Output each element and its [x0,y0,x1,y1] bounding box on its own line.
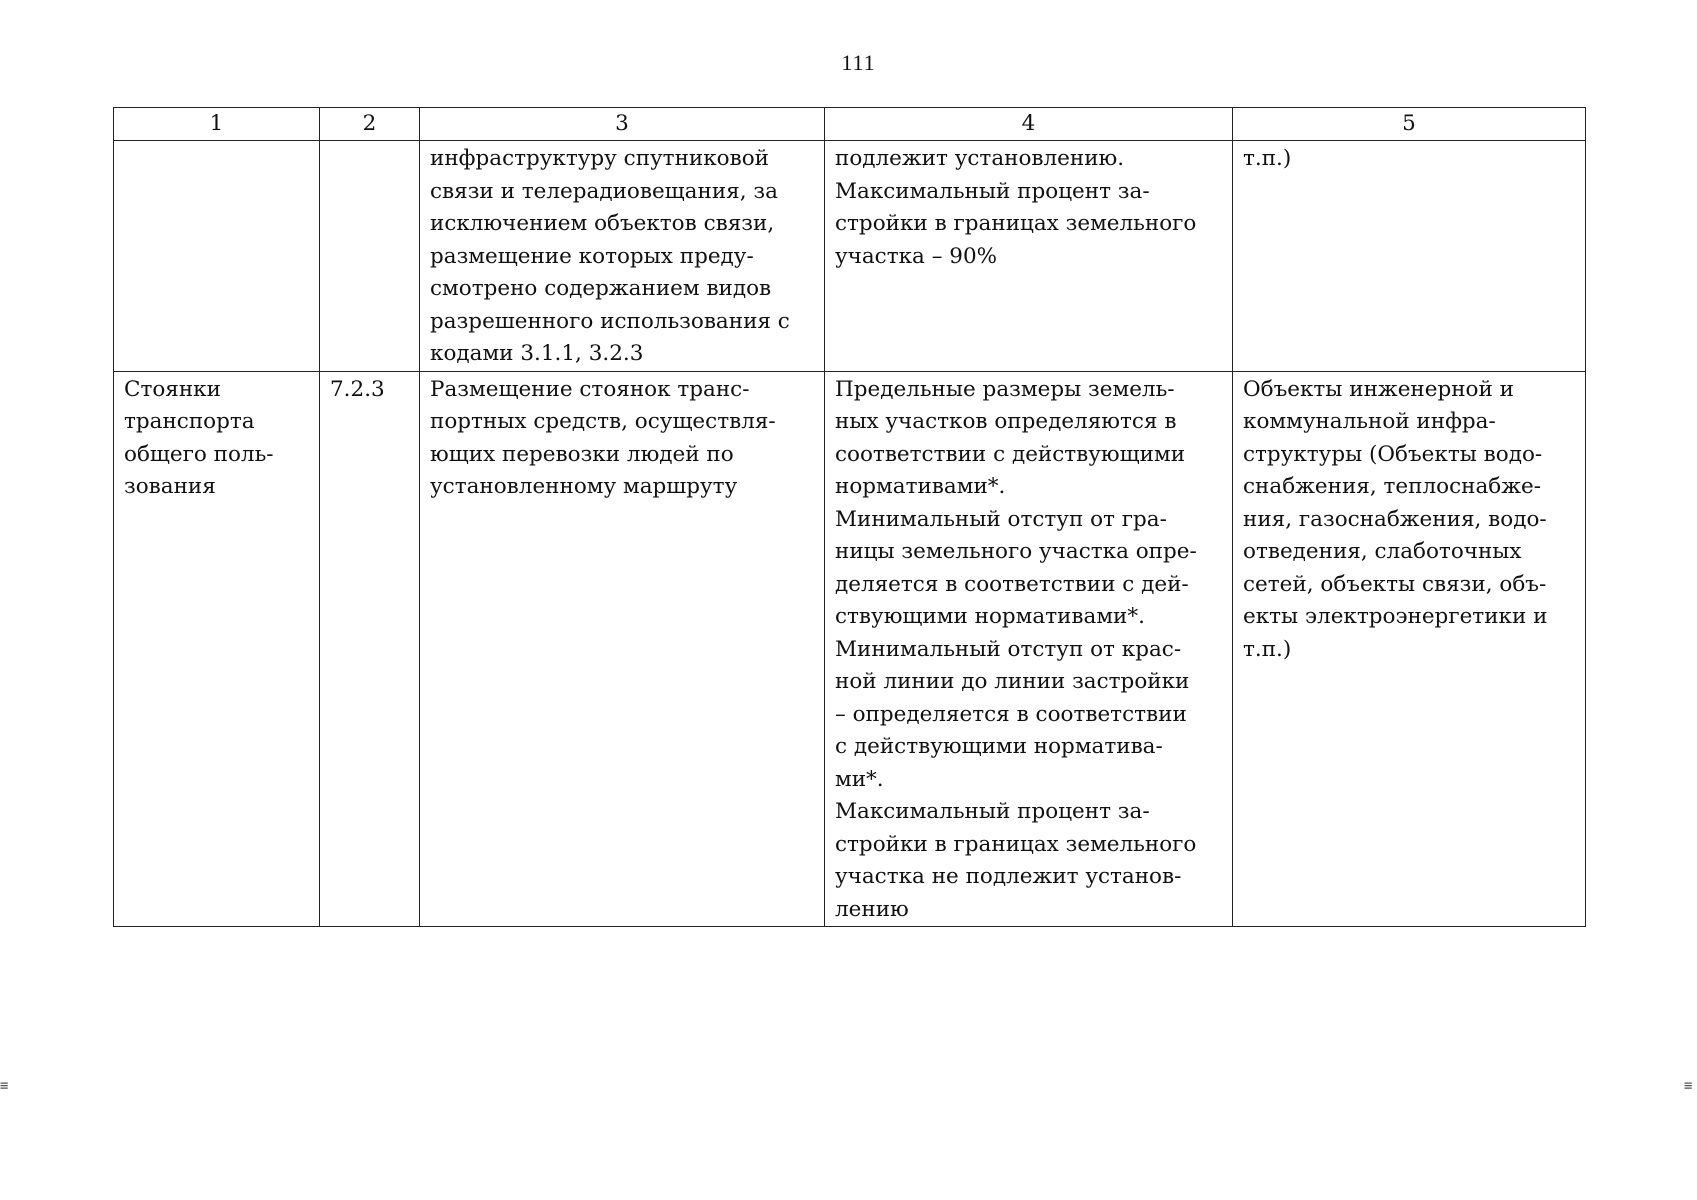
cell-text-line: соответствии с действующими [835,441,1186,467]
cell-text-line: 7.2.3 [330,376,385,402]
page-number: 111 [841,50,876,75]
cell-text-line: ния, газоснабжения, водо- [1243,506,1547,532]
cell-text-line: ницы земельного участка опре- [835,539,1197,564]
cell-text-line: Минимальный отступ от гра- [835,506,1167,532]
cell-text-line: Максимальный процент за- [835,178,1150,204]
table-cell-use-type [114,141,320,372]
cell-text-line: кодами 3.1.1, 3.2.3 [430,341,644,366]
regulations-table [113,107,1586,927]
table-cell-code [320,141,420,372]
header-cell-5: 5 [1233,108,1586,141]
cell-text-line: зования [124,474,216,499]
table-cell-auxiliary-uses [1233,141,1586,372]
cell-text-line: Стоянки [124,376,221,402]
cell-text-line: ми*. [835,766,884,792]
cell-text-line: смотрено содержанием видов [430,276,772,301]
cell-text-line: снабжения, теплоснабже- [1243,474,1541,499]
cell-text-line: с действующими норматива- [835,734,1163,759]
cell-text-line: Максимальный процент за- [835,799,1150,824]
cell-text-line: связи и телерадиовещания, за [430,178,778,204]
cell-text-line: т.п.) [1243,636,1292,662]
cell-text-line: ной линии до линии застройки [835,669,1190,694]
cell-text-line: портных средств, осуществля- [430,409,776,434]
cell-text-line: участка не подлежит установ- [835,864,1182,889]
cell-text-line: т.п.) [1243,146,1292,171]
cell-text-line: стройки в границах земельного [835,831,1197,857]
cell-text-line: лению [835,896,909,922]
cell-text-line: Объекты инженерной и [1243,376,1514,402]
cell-text-line: разрешенного использования с [430,308,790,334]
header-cell-3: 3 [420,108,825,141]
cell-text-line: ющих перевозки людей по [430,441,734,467]
cell-text-line: коммунальной инфра- [1243,409,1496,434]
header-cell-2: 2 [320,108,420,141]
table-cell-auxiliary-uses [1233,371,1586,927]
cell-text-line: ствующими нормативами*. [835,604,1145,629]
cell-text-line: структуры (Объекты водо- [1243,441,1543,467]
cell-text-line: сетей, объекты связи, объ- [1243,571,1547,597]
cell-text-line: участка – 90% [835,243,998,269]
cell-text-line: исключением объектов связи, [430,211,775,236]
header-cell-1: 1 [114,108,320,141]
table-header-row [114,108,1586,141]
table-cell-code [320,371,420,927]
cell-text-line: нормативами*. [835,474,1006,499]
cell-text-line: отведения, слаботочных [1243,539,1522,564]
cell-text-line: ных участков определяются в [835,409,1177,434]
table-cell-description [420,141,825,372]
cell-text-line: Размещение стоянок транс- [430,376,750,402]
cell-text-line: установленному маршруту [430,474,738,499]
table-cell-parameters [825,141,1233,372]
scan-edge-mark-left: ≡ [0,1078,9,1094]
cell-text-line: Предельные размеры земель- [835,376,1175,402]
scan-edge-mark-right: ≡ [1684,1078,1693,1094]
table-row [114,371,1586,927]
table-row [114,141,1586,372]
cell-text-line: стройки в границах земельного [835,211,1197,236]
header-cell-4: 4 [825,108,1233,141]
table-cell-use-type [114,371,320,927]
table-cell-parameters [825,371,1233,927]
cell-text-line: общего поль- [124,441,274,467]
cell-text-line: деляется в соответствии с дей- [835,571,1189,597]
cell-text-line: Минимальный отступ от крас- [835,636,1182,662]
cell-text-line: транспорта [124,409,255,434]
cell-text-line: екты электроэнергетики и [1243,604,1548,629]
cell-text-line: – определяется в соответствии [835,701,1187,727]
table-cell-description [420,371,825,927]
cell-text-line: подлежит установлению. [835,146,1125,171]
cell-text-line: размещение которых преду- [430,243,754,269]
cell-text-line: инфраструктуру спутниковой [430,146,769,171]
